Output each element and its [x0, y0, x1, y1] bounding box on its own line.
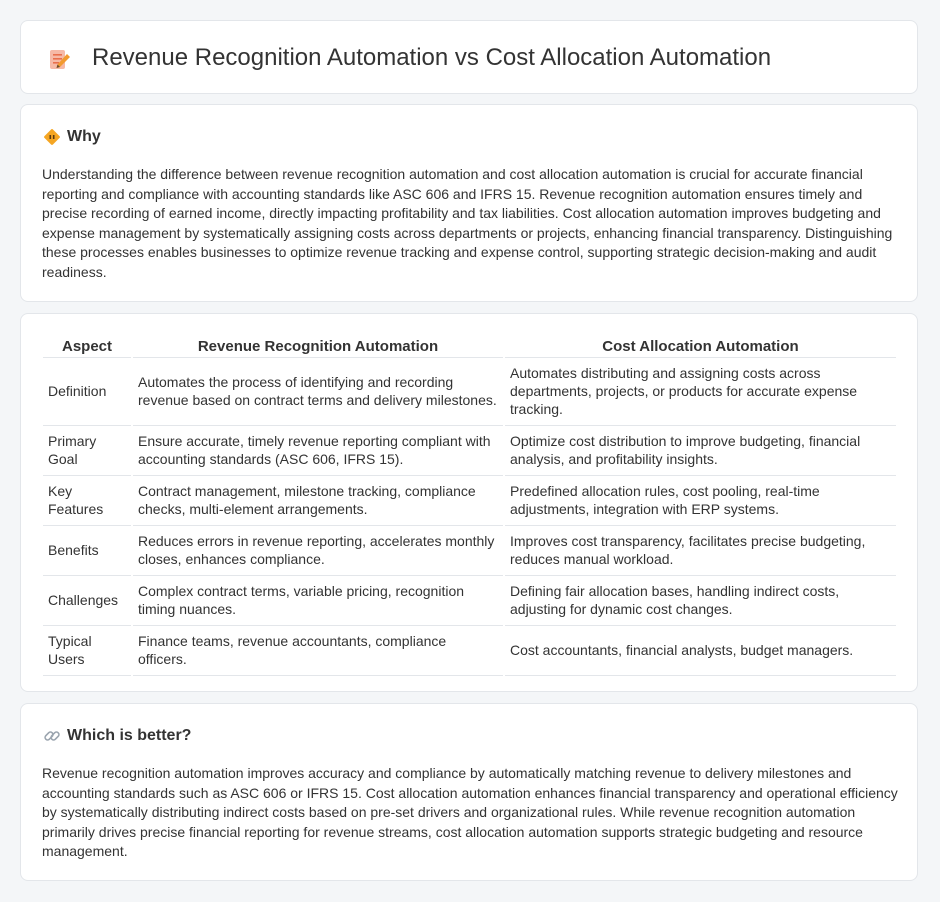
why-section	[20, 104, 918, 302]
pencil-note-icon	[47, 46, 73, 72]
revenue-cell: Contract management, milestone tracking, compliance checks, multi-element arrangements.	[133, 476, 503, 526]
link-icon	[43, 727, 61, 745]
table-row	[43, 526, 896, 576]
which-is-better-section	[20, 703, 918, 881]
aspect-cell: Typical Users	[43, 626, 131, 676]
revenue-cell: Automates the process of identifying and recording revenue based on contract terms and delivery milestones.	[133, 358, 503, 426]
header-aspect: Aspect	[43, 332, 131, 358]
aspect-cell: Key Features	[43, 476, 131, 526]
revenue-cell: Reduces errors in revenue reporting, accelerates monthly closes, enhances compliance.	[133, 526, 503, 576]
which-is-better-heading: Which is better?	[67, 727, 192, 744]
comparison-section	[20, 313, 918, 692]
comparison-table	[41, 332, 898, 676]
table-row	[43, 426, 896, 476]
aspect-cell: Primary Goal	[43, 426, 131, 476]
diamond-sign-icon	[43, 128, 61, 146]
cost-cell: Improves cost transparency, facilitates precise budgeting, reduces manual workload.	[505, 526, 896, 576]
revenue-cell: Ensure accurate, timely revenue reporting compliant with accounting standards (ASC 606, IFRS 15).	[133, 426, 503, 476]
table-row	[43, 476, 896, 526]
why-text: Understanding the difference between revenue recognition automation and cost allocation automation is crucial for accurate financial reporting and compliance with accounting standards like ASC 606 and IFRS 15. Revenue recognition automation ensures timely and precise recording of earned income, directly impacting profitability and tax liabilities. Cost allocation automation improves budgeting and expense management by systematically assigning costs across departments or projects, enhancing financial transparency. Distinguishing these processes enables businesses to optimize revenue tracking and expense control, supporting strategic decision-making and audit readiness.	[42, 166, 893, 280]
which-is-better-text: Revenue recognition automation improves accuracy and compliance by automatically matching revenue to delivery milestones and accounting standards such as ASC 606 or IFRS 15. Cost allocation automation enhances financial transparency and operational efficiency by systematically distributing indirect costs based on pre-set drivers and organizational rules. While revenue recognition automation primarily drives precise financial reporting for revenue streams, cost allocation automation supports strategic budgeting and resource management.	[42, 765, 898, 859]
aspect-cell: Definition	[43, 358, 131, 426]
revenue-cell: Complex contract terms, variable pricing, recognition timing nuances.	[133, 576, 503, 626]
cost-cell: Optimize cost distribution to improve budgeting, financial analysis, and profitability insights.	[505, 426, 896, 476]
revenue-cell: Finance teams, revenue accountants, compliance officers.	[133, 626, 503, 676]
title-card	[20, 20, 918, 94]
cost-cell: Defining fair allocation bases, handling indirect costs, adjusting for dynamic cost changes.	[505, 576, 896, 626]
aspect-cell: Benefits	[43, 526, 131, 576]
table-row	[43, 358, 896, 426]
cost-cell: Automates distributing and assigning costs across departments, projects, or products for accurate expense tracking.	[505, 358, 896, 426]
why-heading: Why	[67, 128, 101, 145]
page-title: Revenue Recognition Automation vs Cost Allocation Automation	[92, 44, 772, 71]
cost-cell: Predefined allocation rules, cost pooling, real-time adjustments, integration with ERP systems.	[505, 476, 896, 526]
table-header-row	[43, 332, 896, 358]
header-cost: Cost Allocation Automation	[505, 332, 896, 358]
cost-cell: Cost accountants, financial analysts, budget managers.	[505, 626, 896, 676]
table-row	[43, 626, 896, 676]
table-row	[43, 576, 896, 626]
aspect-cell: Challenges	[43, 576, 131, 626]
header-revenue: Revenue Recognition Automation	[133, 332, 503, 358]
